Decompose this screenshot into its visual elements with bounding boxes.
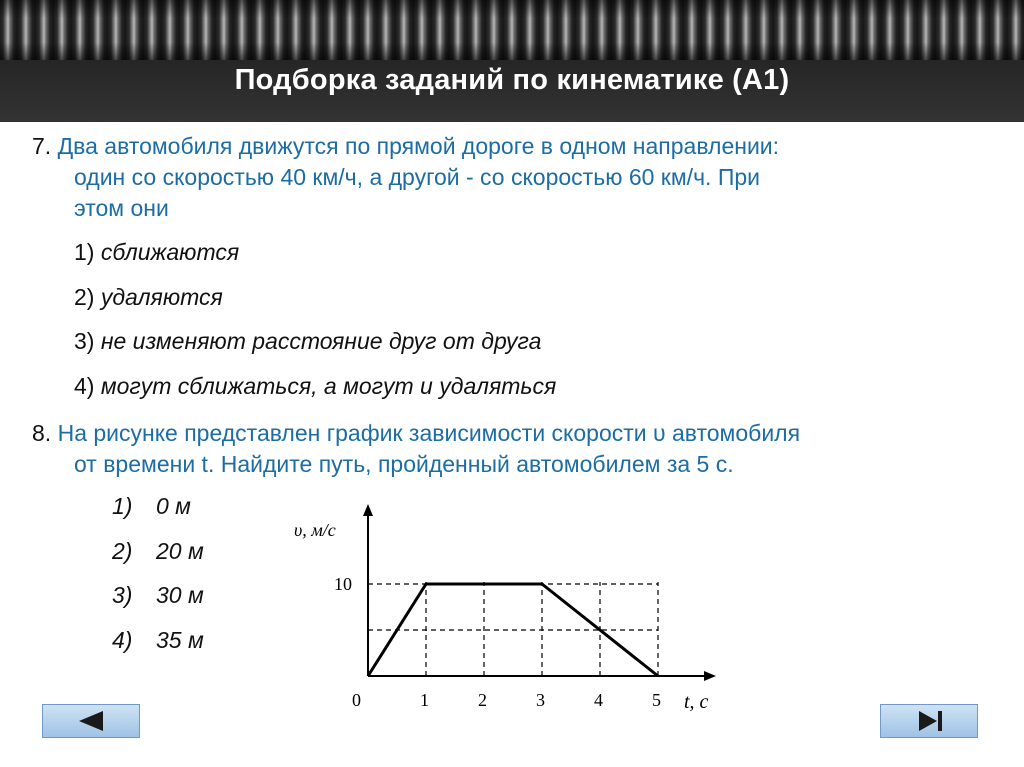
y-axis-arrow <box>363 504 373 516</box>
task-8 <box>32 418 800 449</box>
task-8-option-1: 1) 0 м <box>112 493 191 519</box>
velocity-time-graph <box>290 500 730 720</box>
grid <box>368 582 658 676</box>
x-tick-label: 1 <box>420 690 429 710</box>
task-8-option-4: 4) 35 м <box>112 627 204 653</box>
x-axis-label: t, с <box>684 691 709 713</box>
task-text-line: Два автомобиля движутся по прямой дороге в одном направлении: <box>57 133 780 159</box>
task-7-line-3: этом они <box>74 195 169 221</box>
task-7-option-3: 3) не изменяют расстояние друг от друга <box>74 328 542 354</box>
next-slide-button[interactable] <box>880 704 978 738</box>
triangle-left-icon <box>43 705 139 737</box>
slide-title: Подборка заданий по кинематике (А1) <box>234 64 790 96</box>
task-7-line-2: один со скоростью 40 км/ч, а другой - со скоростью 60 км/ч. При <box>74 164 761 190</box>
skip-next-icon <box>881 705 977 737</box>
task-7-option-4: 4) могут сближаться, а могут и удаляться <box>74 373 557 399</box>
x-tick-label: 3 <box>536 690 545 710</box>
slide-header <box>0 0 1024 122</box>
x-tick-label: 0 <box>352 690 361 710</box>
task-8-option-2: 2) 20 м <box>112 538 204 564</box>
prev-slide-button[interactable] <box>42 704 140 738</box>
y-axis-label: υ, м/с <box>294 520 336 540</box>
task-7 <box>32 131 779 162</box>
task-7-option-1: 1) сближаются <box>74 239 240 265</box>
task-8-option-3: 3) 30 м <box>112 582 204 608</box>
axes <box>334 504 716 710</box>
task-text-line: На рисунке представлен график зависимости скорости υ автомобиля <box>57 420 801 446</box>
x-tick-label: 5 <box>652 690 661 710</box>
task-8-line-2: от времени t. Найдите путь, пройденный автомобилем за 5 с. <box>74 451 734 477</box>
task-number: 8. <box>32 420 52 446</box>
x-tick-label: 2 <box>478 690 487 710</box>
task-7-option-2: 2) удаляются <box>74 284 223 310</box>
x-axis-arrow <box>704 671 716 681</box>
x-tick-label: 4 <box>594 690 603 710</box>
task-number: 7. <box>32 133 52 159</box>
y-tick-label: 10 <box>334 574 352 594</box>
